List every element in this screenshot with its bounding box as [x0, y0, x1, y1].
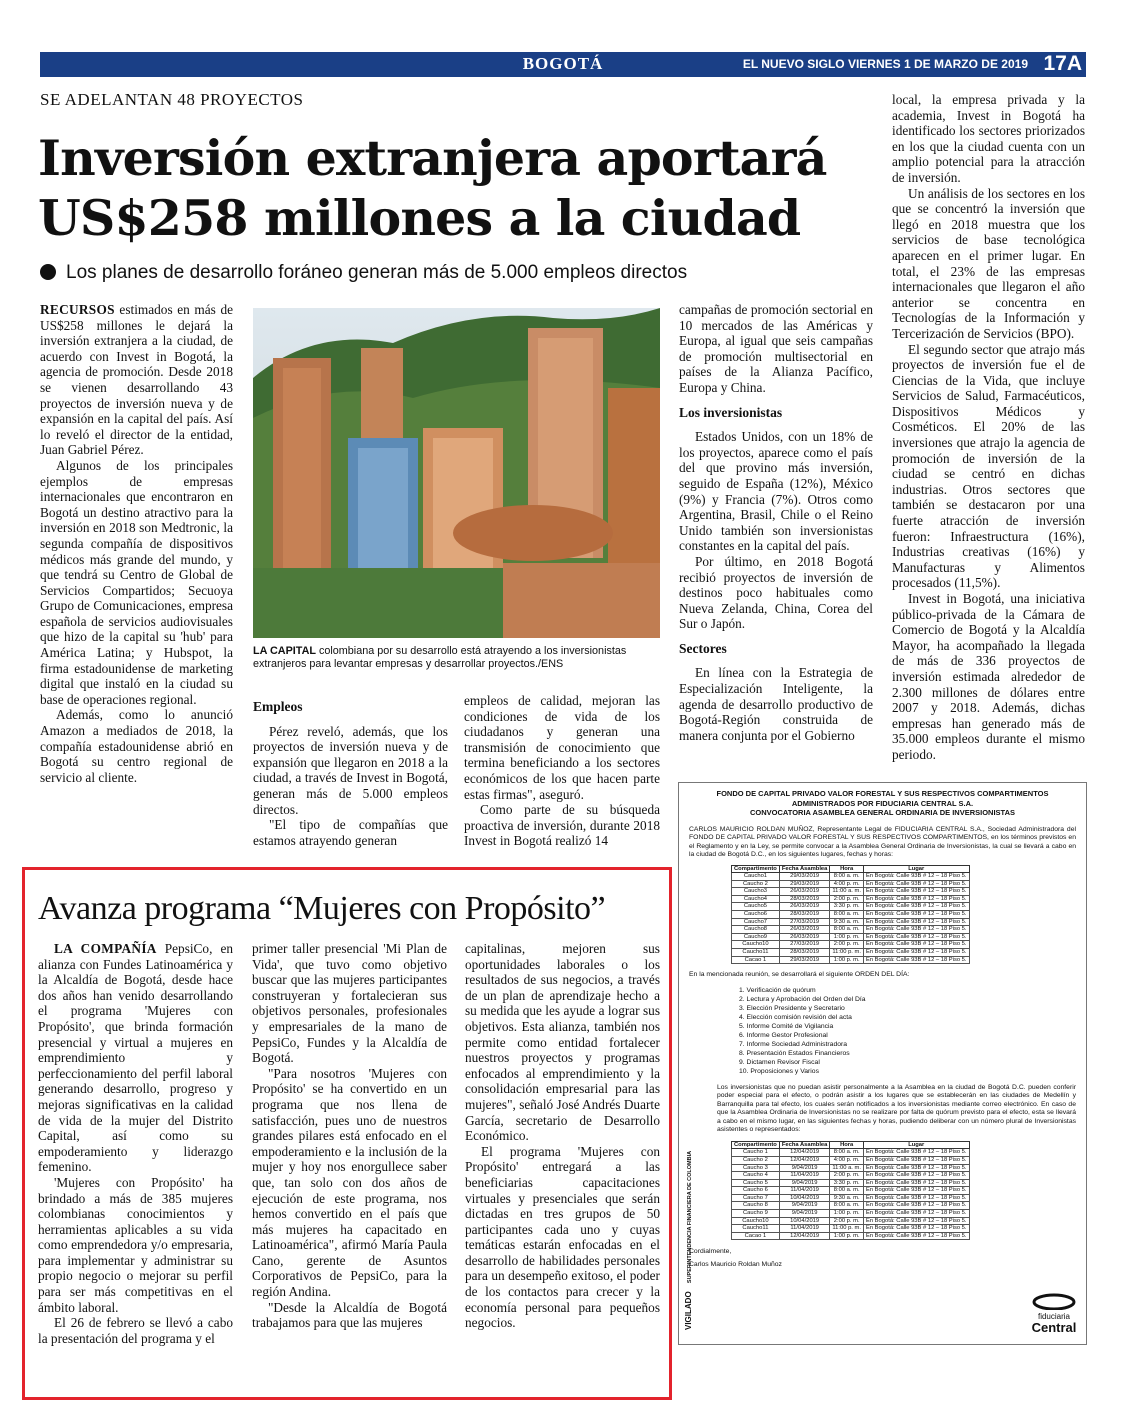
table-row [732, 956, 970, 964]
table-cell: Caucho10 [732, 1217, 780, 1225]
agenda-item: 4. Elección comisión revisión del acta [739, 1013, 852, 1021]
table-cell: 29/03/2019 [779, 956, 830, 964]
table-row [732, 1202, 970, 1210]
lead-word: RECURSOS [40, 302, 115, 317]
table-cell: 26/03/2019 [779, 933, 830, 941]
paragraph: campañas de promoción sectorial en 10 mercados de las Américas y Europa, al igual que seis campañas de promoción multisectorial en países de la Alianza Pacífico, Europa y China. [679, 302, 873, 395]
table-row [732, 1225, 970, 1233]
paragraph: El 26 de febrero se llevó a cabo la presentación del programa y el [38, 1315, 233, 1346]
table-row [732, 1194, 970, 1202]
table-cell: Caucho5 [732, 903, 780, 911]
table-cell: En Bogotá: Calle 93B # 12 – 18 Piso 5. [863, 1149, 969, 1157]
subhead-empleos: Empleos [253, 699, 303, 714]
table-cell: Caucho 2 [732, 1156, 780, 1164]
table-row [732, 903, 970, 911]
table-cell: En Bogotá: Calle 93B # 12 – 18 Piso 5. [863, 1172, 969, 1180]
table-cell: En Bogotá: Calle 93B # 12 – 18 Piso 5. [863, 1187, 969, 1195]
table-cell: 8:00 a. m. [830, 1202, 864, 1210]
caption-lead: LA CAPITAL [253, 645, 316, 657]
table-cell: 11/04/2019 [779, 1225, 830, 1233]
table-cell: 8:00 a. m. [830, 1187, 864, 1195]
table-cell: 9/04/2019 [779, 1202, 830, 1210]
table-cell: En Bogotá: Calle 93B # 12 – 18 Piso 5. [863, 1194, 969, 1202]
table-row [732, 1172, 970, 1180]
table-cell: En Bogotá: Calle 93B # 12 – 18 Piso 5. [863, 1225, 969, 1233]
table-cell: Cacao 1 [732, 956, 780, 964]
table-cell: 9/04/2019 [779, 1179, 830, 1187]
paragraph: "Desde la Alcaldía de Bogotá trabajamos para que las mujeres [252, 1299, 447, 1331]
agenda-item: 9. Dictamen Revisor Fiscal [739, 1058, 820, 1066]
table-cell: En Bogotá: Calle 93B # 12 – 18 Piso 5. [863, 956, 969, 964]
notice-intro: CARLOS MAURICIO ROLDAN MUÑOZ, Representante Legal de FIDUCIARIA CENTRAL S.A., Sociedad Administradora del FONDO DE CAPITAL PRIVADO VALOR FORESTAL Y SUS RESPECTIVOS COMPARTIMENTOS, en los términos previstos en el Reglamento y en la Ley, se permite convocar a la Asamblea General Ordinaria de Inversionistas, la cual se llevará a cabo en la ciudad de Bogotá D.C., en los siguientes lugares, fechas y horas: [689, 825, 1076, 858]
table-cell: En Bogotá: Calle 93B # 12 – 18 Piso 5. [863, 1210, 969, 1218]
table-cell: En Bogotá: Calle 93B # 12 – 18 Piso 5. [863, 918, 969, 926]
paragraph: Algunos de los principales ejemplos de empresas internacionales que encontraron en Bogotá un destino atractivo para la inversión en 2018 son Medtronic, la segunda compañía de dispositivos médicos más grande del mundo, y que tendrá su Centro de Global de Servicios Compartidos; Secuoya Grupo de Comunicaciones, empresa española de servicios audiovisuales que hizo de la capital su 'hub' para América Latina; y Hubspot, la firma estadounidense de marketing digital que instaló en la ciudad su base de operaciones regional. [40, 457, 233, 707]
table-row [732, 911, 970, 919]
col-header: Compartimento [732, 1141, 780, 1149]
paragraph: Un análisis de los sectores en los que se concentró la inversión que llegó en 2018 muestra que los servicios de base tecnológica aparecen en el primer lugar. En total, el 23% de las empresas internacionales que llegaron el año anterior se concentra en Tecnologías de la Información y Tercerización de Servicios (BPO). [892, 185, 1085, 341]
table-cell: 11:00 p. m. [830, 1225, 864, 1233]
table-cell: Caucho 9 [732, 1210, 780, 1218]
subhead-sectores: Sectores [679, 640, 727, 656]
table-cell: 3:30 p. m. [830, 903, 864, 911]
article-column-1 [40, 302, 233, 785]
lead-word: LA COMPAÑÍA [54, 941, 157, 956]
table-cell: Caucho10 [732, 941, 780, 949]
table-cell: Caucho 1 [732, 1149, 780, 1157]
agenda-item: 3. Elección Presidente y Secretario [739, 1004, 845, 1012]
paragraph: Invest in Bogotá, una iniciativa público-privada de la Cámara de Comercio de Bogotá y la Alcaldía Mayor, ha acompañado la llegada de más de 336 proyectos de inversión estimada alrededor de 2.300 millones de dólares entre 2007 y 2018. Además, dichas empresas han generado más de 35.000 empleos durante el mismo periodo. [892, 591, 1085, 762]
headline [38, 128, 858, 248]
photo-caption [253, 645, 660, 671]
box-headline: Avanza programa “Mujeres con Propósito” [38, 890, 606, 927]
table-cell: Caucho 5 [732, 1179, 780, 1187]
table-cell: En Bogotá: Calle 93B # 12 – 18 Piso 5. [863, 1232, 969, 1240]
article-column-3 [679, 302, 873, 743]
table-row [732, 873, 970, 881]
table-cell: En Bogotá: Calle 93B # 12 – 18 Piso 5. [863, 903, 969, 911]
section-header-bar [40, 52, 1086, 77]
logo-swoosh-icon [1032, 1290, 1076, 1310]
table-cell: 28/03/2019 [779, 911, 830, 919]
agenda-item: 8. Presentación Estados Financieros [739, 1049, 850, 1057]
col-header: Lugar [863, 1141, 969, 1149]
paragraph: "Para nosotros 'Mujeres con Propósito' se ha convertido en un programa que nos llena de satisfacción, pues uno de nuestros grandes pilares está enfocado en el empoderamiento e la inclusión de la mujer y hoy nos enorgullece saber que, tan solo con dos años de ejecución de este programa, nos hemos convertido en el país que más mujeres ha capacitado en Latinoamérica", afirmó María Paula Cano, gerente de Asuntos Corporativos de PepsiCo, para la región Andina. [252, 1065, 447, 1300]
notice-title [679, 789, 1086, 818]
table-row [732, 1149, 970, 1157]
issue-date: EL NUEVO SIGLO VIERNES 1 DE MARZO DE 2019 [742, 57, 1028, 71]
notice-title-line: CONVOCATORIA ASAMBLEA GENERAL ORDINARIA DE INVERSIONISTAS [749, 808, 1016, 817]
agenda-item: 6. Informe Gestor Profesional [739, 1031, 828, 1039]
table-cell: 26/03/2019 [779, 926, 830, 934]
notice-title-line: ADMINISTRADOS POR FIDUCIARIA CENTRAL S.A. [791, 798, 974, 808]
table-cell: En Bogotá: Calle 93B # 12 – 18 Piso 5. [863, 895, 969, 903]
table-cell: Caucho4 [732, 895, 780, 903]
table-cell: 4:00 p. m. [830, 880, 864, 888]
bullet-icon [40, 264, 56, 280]
table-cell: 3:30 p. m. [830, 1179, 864, 1187]
table-cell: 11/04/2019 [779, 1187, 830, 1195]
table-cell: Caucho 7 [732, 1194, 780, 1202]
paragraph: El segundo sector que atrajo más proyectos de inversión fue el de Ciencias de la Vida, que incluye Servicios de Salud, Farmacéuticos, Dispositivos Médicos y Cosméticos. El 20% de las inversiones que atrajo la agencia de promoción de inversión de la ciudad se centró en dichas industrias. Otros sectores que también se destacaron por una fuerte atracción de inversión fueron: Infraestructura (16%), Industrias creativas (16%) y Manufacturas y Alimentos procesados (11,5%). [892, 341, 1085, 591]
table-cell: Caucho 2 [732, 880, 780, 888]
table-cell: 9/04/2019 [779, 1210, 830, 1218]
paragraph: PepsiCo, en alianza con Fundes Latinoamérica y la Alcaldía de Bogotá, desde hace dos años han venido desarrollando el programa 'Mujeres con Propósito', que brinda formación presencial y virtual a mujeres en emprendimiento y perfeccionamiento del perfil laboral generando desarrollo, progreso y mejoras significativas en la calidad de vida de la mujer del Distrito Capital, así como su empoderamiento y liderazgo femenino. [38, 941, 233, 1175]
table-cell: 8:00 a. m. [830, 911, 864, 919]
paragraph: Como parte de su búsqueda proactiva de inversión, durante 2018 Invest in Bogotá realizó 14 [464, 802, 660, 849]
table-row [732, 895, 970, 903]
table-row [732, 933, 970, 941]
table-cell: Caucho 3 [732, 1164, 780, 1172]
table-cell: 12/04/2019 [779, 1232, 830, 1240]
box-column-2 [252, 941, 447, 1331]
table-cell: En Bogotá: Calle 93B # 12 – 18 Piso 5. [863, 1217, 969, 1225]
table-cell: Caucho 4 [732, 1172, 780, 1180]
table-cell: En Bogotá: Calle 93B # 12 – 18 Piso 5. [863, 1156, 969, 1164]
col-header: Hora [830, 865, 864, 873]
table-cell: 8:00 a. m. [830, 1149, 864, 1157]
table-cell: 8:00 a. m. [830, 926, 864, 934]
table-cell: 28/03/2019 [779, 949, 830, 957]
table-cell: Caucho8 [732, 926, 780, 934]
table-cell: En Bogotá: Calle 93B # 12 – 18 Piso 5. [863, 926, 969, 934]
subheadline [40, 262, 740, 284]
subheadline-text: Los planes de desarrollo foráneo generan más de 5.000 empleos directos [66, 262, 688, 283]
table-cell: En Bogotá: Calle 93B # 12 – 18 Piso 5. [863, 880, 969, 888]
table-cell: 1:00 p. m. [830, 956, 864, 964]
section-name: BOGOTÁ [522, 54, 604, 73]
schedule-table-1 [731, 865, 970, 965]
vigilado-seal [684, 1130, 706, 1330]
table-cell: 2:00 p. m. [830, 1172, 864, 1180]
city-photo [253, 308, 660, 638]
col-header: Fecha Asamblea [779, 1141, 830, 1149]
table-cell: 26/03/2019 [779, 903, 830, 911]
headline-line-2: US$258 millones a la ciudad [38, 189, 801, 247]
table-cell: 1:00 p. m. [830, 1232, 864, 1240]
subhead-inversionistas: Los inversionistas [679, 404, 783, 420]
paragraph: El programa 'Mujeres con Propósito' entregará a las beneficiarias capacitaciones virtuales y presenciales que serán dictadas en tres grupos de 50 participantes cada uno y cuyas temáticas estarán enfocadas en el desarrollo de habilidades personales para un desempeño exitoso, el poder de los contactos para crecer y la economía personal para pequeños negocios. [465, 1143, 660, 1331]
table-cell: 1:00 p. m. [830, 1210, 864, 1218]
box-column-3 [465, 941, 660, 1331]
article-column-2 [253, 690, 448, 848]
table-cell: Caucho3 [732, 888, 780, 896]
table-cell: Caucho6 [732, 911, 780, 919]
table-row [732, 880, 970, 888]
table-cell: 12/04/2019 [779, 1149, 830, 1157]
bogota-skyline-image [253, 308, 660, 638]
signer: Carlos Mauricio Roldan Muñoz [689, 1260, 782, 1268]
table-row [732, 949, 970, 957]
table-cell: En Bogotá: Calle 93B # 12 – 18 Piso 5. [863, 911, 969, 919]
paragraph: empleos de calidad, mejoran las condiciones de vida de los ciudadanos y generan una transmisión de conocimiento que termina beneficiando a los sectores económicos de los que hacen parte estas firmas", aseguró. [464, 693, 660, 802]
kicker: SE ADELANTAN 48 PROYECTOS [40, 90, 304, 109]
table-cell: En Bogotá: Calle 93B # 12 – 18 Piso 5. [863, 941, 969, 949]
table-cell: 27/03/2019 [779, 918, 830, 926]
table-row [732, 926, 970, 934]
table-cell: Caucho11 [732, 949, 780, 957]
table-cell: 9:30 a. m. [830, 1194, 864, 1202]
article-column-2b [464, 693, 660, 849]
logo-text-2: Central [1031, 1320, 1077, 1335]
table-cell: En Bogotá: Calle 93B # 12 – 18 Piso 5. [863, 1179, 969, 1187]
paragraph: capitalinas, mejoren sus oportunidades laborales o los resultados de sus negocios, a través de un plan de aprendizaje hecho a su medida que les ayude a lograr sus objetivos. Esta alianza, también nos permite como entidad fortalecer nuestros proyectos y programas enfocados al emprendimiento y la consolidación empresarial para las mujeres", señaló José Andrés Duarte García, secretario de Desarrollo Económico. [465, 941, 660, 1144]
table-row [732, 888, 970, 896]
table-cell: 29/03/2019 [779, 880, 830, 888]
table-cell: 2:00 p. m. [830, 895, 864, 903]
table-row [732, 941, 970, 949]
table-cell: 27/03/2019 [779, 941, 830, 949]
table-cell: 10/04/2019 [779, 1194, 830, 1202]
superintendencia-label: SUPERINTENDENCIA FINANCIERA DE COLOMBIA [687, 1150, 693, 1284]
vigilado-label: VIGILADO [684, 1291, 693, 1330]
paragraph: Además, como lo anunció Amazon a mediados de 2018, la compañía estadounidense abrió en Bogotá su centro regional de servicio al cliente. [40, 707, 233, 785]
paragraph: Pérez reveló, además, que los proyectos de inversión nueva y de expansión que llegaron en 2018 a la ciudad, a través de Invest in Bogotá, generan más de 5.000 empleos directos. [253, 723, 448, 817]
article-column-4 [892, 92, 1085, 763]
table-cell: Caucho 6 [732, 1187, 780, 1195]
table-cell: Caucho 8 [732, 1202, 780, 1210]
paragraph: primer taller presencial 'Mi Plan de Vida', que tuvo como objetivo buscar que las mujeres participantes construyeran y fortalecieran sus objetivos personales, profesionales y empresariales de la mano de PepsiCo, Fundes y la Alcaldía de Bogotá. [252, 941, 447, 1066]
paragraph: En línea con la Estrategia de Especialización Inteligente, la agenda de desarrollo productivo de Bogotá-Región construida de manera conjunta por el Gobierno [679, 665, 873, 743]
box-column-1 [38, 941, 233, 1346]
table-cell: Caucho1 [732, 873, 780, 881]
table-cell: 1:00 p. m. [830, 933, 864, 941]
table-cell: 2:00 p. m. [830, 1217, 864, 1225]
agenda-item: 5. Informe Comité de Vigilancia [739, 1022, 834, 1030]
table-row [732, 1217, 970, 1225]
schedule-table-2 [731, 1141, 970, 1241]
page-number: 17A [1043, 52, 1082, 75]
paragraph: 'Mujeres con Propósito' ha brindado a más de 385 mujeres colombianas conocimientos y herramientas aplicables a su vida como emprendedora y/o empresaria, para implementar y administrar su propio negocio o mejorar su perfil para ser más competitivas en el ámbito laboral. [38, 1174, 233, 1315]
table-cell: Caucho7 [732, 918, 780, 926]
table-cell: 11:00 p. m. [830, 949, 864, 957]
agenda-intro: En la mencionada reunión, se desarrollará el siguiente ORDEN DEL DÍA: [689, 971, 910, 979]
table-cell: 28/03/2019 [779, 895, 830, 903]
table-cell: En Bogotá: Calle 93B # 12 – 18 Piso 5. [863, 1164, 969, 1172]
legal-notice [678, 782, 1087, 1345]
table-cell: En Bogotá: Calle 93B # 12 – 18 Piso 5. [863, 1202, 969, 1210]
table-cell: Caucho11 [732, 1225, 780, 1233]
agenda-list [739, 986, 1086, 1076]
table-row [732, 1164, 970, 1172]
paragraph: estimados en más de US$258 millones le dejará la inversión extranjera a la ciudad, de acuerdo con Invest in Bogotá, la agencia de promoción. Desde 2018 se vienen desarrollando 43 proyectos de inversión nueva y de expansión en la capital del país. Así lo reveló el director de la entidad, Juan Gabriel Pérez. [40, 302, 233, 458]
col-header: Lugar [863, 865, 969, 873]
table-cell: 2:00 p. m. [830, 941, 864, 949]
headline-line-1: Inversión extranjera aportará [38, 129, 827, 187]
agenda-item: 7. Informe Sociedad Administradora [739, 1040, 848, 1048]
col-header: Hora [830, 1141, 864, 1149]
agenda-item: 10. Proposiciones y Varios [739, 1067, 819, 1075]
table-row [732, 1187, 970, 1195]
col-header: Compartimento [732, 865, 780, 873]
table-cell: En Bogotá: Calle 93B # 12 – 18 Piso 5. [863, 933, 969, 941]
paragraph: Estados Unidos, con un 18% de los proyectos, aparece como el país del que provino más inversión, seguido de España (12%), México (9%) y Francia (7%). Otros como Argentina, Brasil, Chile o el Reino Unido también son inversionistas constantes en la capital del país. [679, 429, 873, 554]
logo-text-1: fiduciaria [1037, 1312, 1070, 1321]
table-cell: En Bogotá: Calle 93B # 12 – 18 Piso 5. [863, 949, 969, 957]
table-cell: 9/04/2019 [779, 1164, 830, 1172]
notice-para-2: Los inversionistas que no puedan asistir personalmente a la Asamblea en la ciudad de Bogotá D.C. pueden conferir poder especial para el efecto, o podrán asistir a los lugares que se establecerán en las ciudades de Medellín y Barranquilla para tal efecto, los cuales serán notificados a los inversionistas mediante correo electrónico. En caso de que la Asamblea Ordinaria de Inversionistas no se realizare por falta de quórum previsto para el efecto, esta se llevará a cabo en el mismo lugar, en las siguientes fechas y horas, pudiendo deliberar con un número plural de Inversionistas asistentes o representados: [717, 1083, 1076, 1134]
agenda-item: 1. Verificación de quórum [739, 986, 816, 994]
table-cell: Cacao 1 [732, 1232, 780, 1240]
table-cell: 8:00 a. m. [830, 873, 864, 881]
table-row [732, 1156, 970, 1164]
table-cell: En Bogotá: Calle 93B # 12 – 18 Piso 5. [863, 873, 969, 881]
table-cell: 11/04/2019 [779, 1172, 830, 1180]
table-cell: Caucho9 [732, 933, 780, 941]
col-header: Fecha Asamblea [779, 865, 830, 873]
table-cell: 26/03/2019 [779, 888, 830, 896]
table-cell: 9:30 a. m. [830, 918, 864, 926]
paragraph: Por último, en 2018 Bogotá recibió proyectos de inversión de destinos poco habituales como Nueva Zelanda, China, Corea del Sur o Japón. [679, 553, 873, 632]
table-cell: 11:00 a. m. [830, 1164, 864, 1172]
paragraph: local, la empresa privada y la academia, Invest in Bogotá ha identificado los sectores priorizados en los que la ciudad cuenta con un amplio potencial para la atracción de inversión. [892, 92, 1085, 185]
table-cell: 11:00 a. m. [830, 888, 864, 896]
agenda-item: 2. Lectura y Aprobación del Orden del Día [739, 995, 866, 1003]
table-row [732, 1179, 970, 1187]
table-cell: 29/03/2019 [779, 873, 830, 881]
table-cell: En Bogotá: Calle 93B # 12 – 18 Piso 5. [863, 888, 969, 896]
fiduciaria-central-logo [1024, 1290, 1084, 1340]
table-row [732, 1232, 970, 1240]
paragraph: "El tipo de compañías que estamos atrayendo generan [253, 817, 448, 848]
notice-title-line: FONDO DE CAPITAL PRIVADO VALOR FORESTAL Y SUS RESPECTIVOS COMPARTIMENTOS [716, 789, 1049, 798]
table-row [732, 1210, 970, 1218]
table-row [732, 918, 970, 926]
caption-text: colombiana por su desarrollo está atrayendo a los inversionistas extranjeros para levantar empresas y desarrollar proyectos./ENS [253, 645, 627, 670]
table-cell: 4:00 p. m. [830, 1156, 864, 1164]
table-cell: 10/04/2019 [779, 1217, 830, 1225]
closing: Cordialmente, [689, 1248, 732, 1256]
table-cell: 12/04/2019 [779, 1156, 830, 1164]
